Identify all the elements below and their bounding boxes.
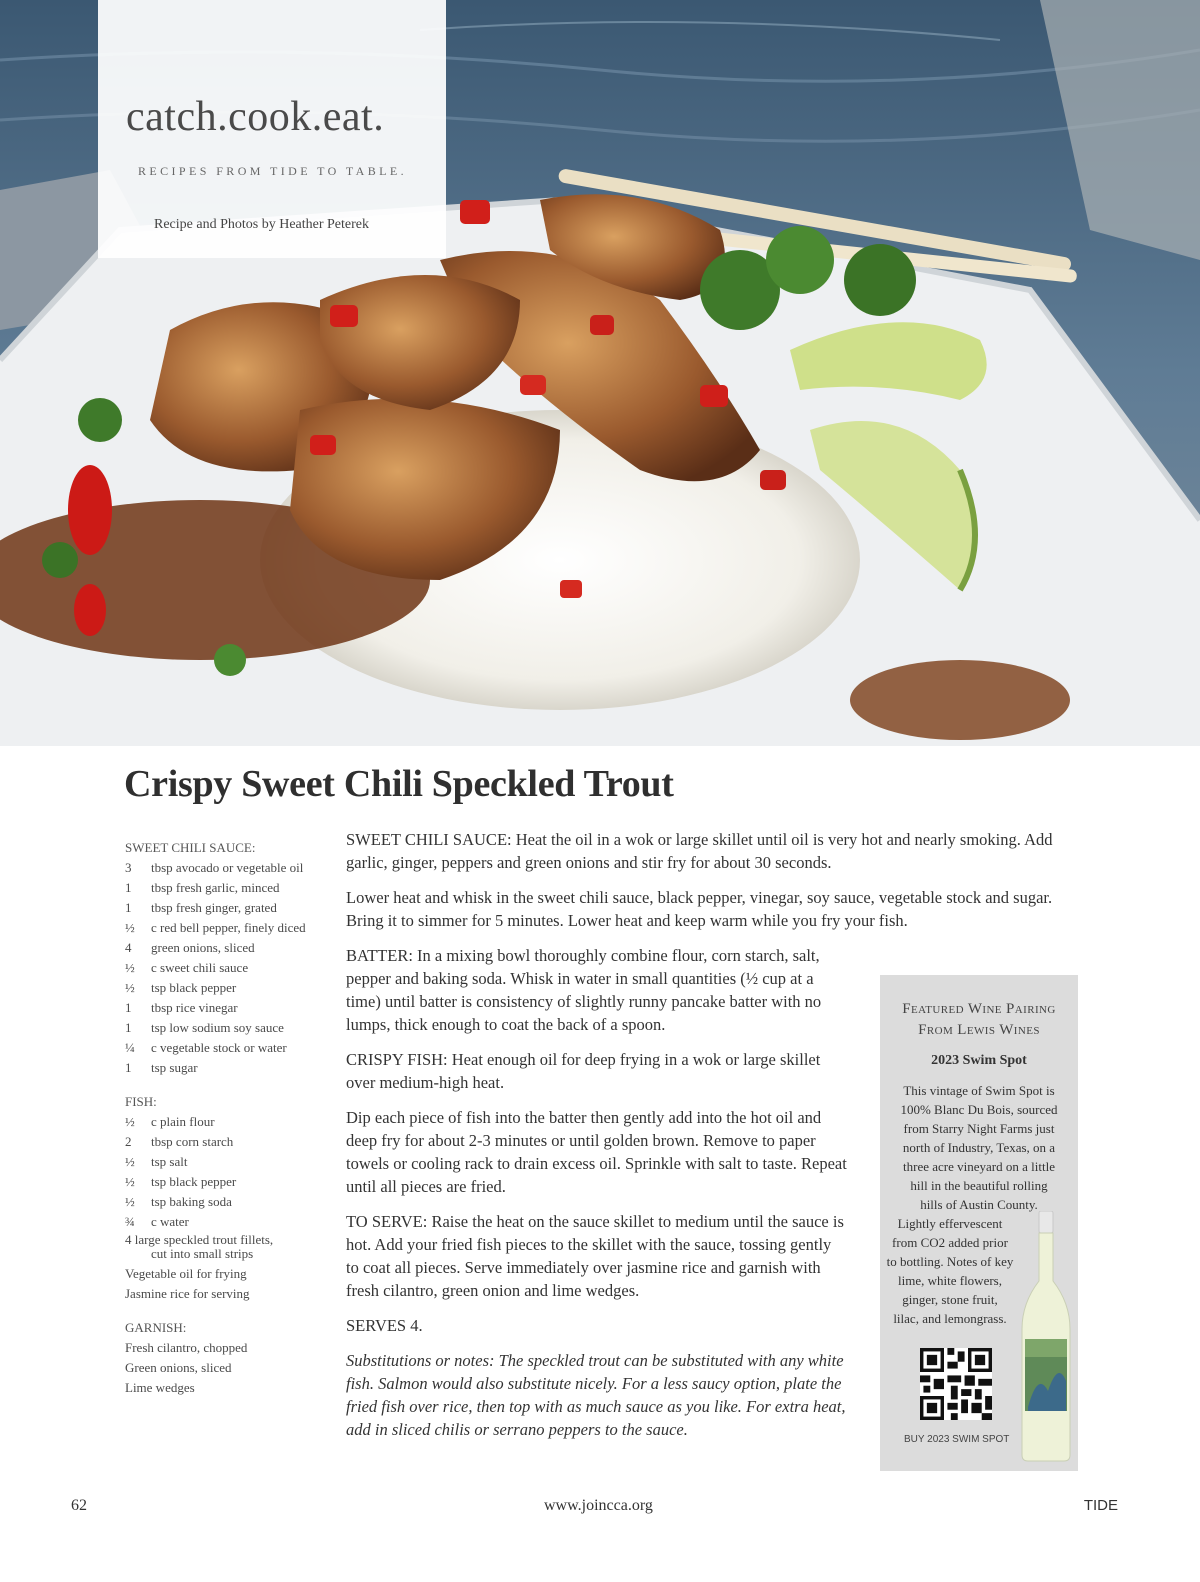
ingredient-item: ½ c red bell pepper, finely diced [125, 920, 306, 935]
ingredient-item: 1 tsp low sodium soy sauce [125, 1020, 284, 1035]
ingredient-item: Jasmine rice for serving [125, 1286, 250, 1301]
ingredient-item: ½ tsp baking soda [125, 1194, 232, 1209]
wine-heading: Featured Wine Pairing From Lewis Wines [902, 1001, 1056, 1038]
step-sauce-simmer: Lower heat and whisk in the sweet chili sauce, black pepper, vinegar, soy sauce, vegetable stock and sugar. Bring it to simmer for 5 minutes. Lower heat and keep warm while you fry your fish. [346, 888, 1053, 930]
wine-pairing-sidebar [880, 975, 1078, 1471]
column-tagline: RECIPES FROM TIDE TO TABLE. [138, 164, 407, 178]
ingredient-item: 2 tbsp corn starch [125, 1134, 234, 1149]
magazine-name: TIDE [1083, 1497, 1118, 1514]
serves-count: SERVES 4. [346, 1316, 423, 1335]
ingredient-item: ½ tsp black pepper [125, 1174, 237, 1189]
wine-name: 2023 Swim Spot [931, 1053, 1027, 1068]
step-dip-fry: Dip each piece of fish into the batter then gently add into the hot oil and deep fry for about 2-3 minutes or until golden brown. Remove to paper towels or cooling rack to drain excess oil. Sprinkle with salt to taste. Repeat until all pieces are fried. [346, 1108, 847, 1196]
column-brand: catch.cook.eat. [126, 94, 385, 140]
ingredient-item: ½ c plain flour [125, 1114, 215, 1129]
qr-code-icon[interactable] [920, 1348, 992, 1420]
substitution-notes: Substitutions or notes: The speckled trout can be substituted with any white fish. Salmon would also substitute nicely. For a less saucy option, plate the fried fish over rice, then top with as much sauce as you like. For extra heat, add in sliced chilis or serrano peppers to the sauce. [346, 1351, 846, 1439]
ingredient-item: ¾ c water [125, 1214, 189, 1229]
page-number: 62 [71, 1497, 87, 1514]
ingredient-item-trout-cont: cut into small strips [151, 1246, 254, 1261]
ingredient-item: ¼ c vegetable stock or water [125, 1040, 287, 1055]
ingredients-list [125, 838, 337, 1398]
ingredient-item-trout: 4 large speckled trout fillets, [125, 1232, 274, 1247]
footer-url[interactable]: www.joincca.org [544, 1497, 653, 1514]
ingredient-item: 3 tbsp avocado or vegetable oil [125, 860, 304, 875]
ingredient-item: Green onions, sliced [125, 1360, 232, 1375]
ingredient-item: ½ tsp black pepper [125, 980, 237, 995]
ingredient-item: 4 green onions, sliced [125, 940, 255, 955]
ingredient-item: Fresh cilantro, chopped [125, 1340, 248, 1355]
ingredient-item: ½ tsp salt [125, 1154, 188, 1169]
step-serve: TO SERVE: Raise the heat on the sauce skillet to medium until the sauce is hot. Add your fried fish pieces to the skillet with the sauce, tossing gently to coat all pieces. Serve immediately over jasmine rice and garnish with fresh cilantro, green onion and lime wedges. [346, 1212, 844, 1300]
ingredient-item: 1 tbsp rice vinegar [125, 1000, 238, 1015]
ingredient-item: Lime wedges [125, 1380, 195, 1395]
wine-description: This vintage of Swim Spot is 100% Blanc Du Bois, sourced from Starry Night Farms just north of Industry, Texas, on a three acre vineyard on a little hill in the beautiful rolling hills of Austin County. Lightly effervescent from CO2 added prior to bottling. Notes of key lime, white flowers, ginger, stone fruit, lilac, and lemongrass. [886, 1083, 1058, 1326]
recipe-byline: Recipe and Photos by Heather Peterek [154, 217, 369, 232]
wine-bottle-icon [1020, 1211, 1072, 1463]
ingredient-item: 1 tbsp fresh garlic, minced [125, 880, 280, 895]
step-crispy-fish: CRISPY FISH: Heat enough oil for deep frying in a wok or large skillet over medium-high heat. [346, 1050, 821, 1092]
step-sauce: SWEET CHILI SAUCE: Heat the oil in a wok or large skillet until oil is very hot and nearly smoking. Add garlic, ginger, peppers and green onions and stir fry for about 30 seconds. [346, 830, 1053, 872]
ingredient-item: 1 tsp sugar [125, 1060, 198, 1075]
ingredient-heading-garnish: GARNISH: [125, 1320, 187, 1335]
ingredient-item: ½ c sweet chili sauce [125, 960, 249, 975]
ingredient-item: Vegetable oil for frying [125, 1266, 247, 1281]
ingredient-heading-sauce: SWEET CHILI SAUCE: [125, 840, 256, 855]
hero-photo [0, 0, 1200, 746]
masthead-box [98, 0, 446, 258]
ingredient-heading-fish: FISH: [125, 1094, 157, 1109]
buy-wine-link[interactable]: BUY 2023 SWIM SPOT [904, 1434, 1010, 1445]
recipe-title: Crispy Sweet Chili Speckled Trout [124, 763, 674, 805]
step-batter: BATTER: In a mixing bowl thoroughly combine flour, corn starch, salt, pepper and baking soda. Whisk in water in small quantities (½ cup at a time) until batter is consistency of slightly runny pancake batter with no lumps, thick enough to coat the back of a spoon. [346, 946, 822, 1034]
ingredient-item: 1 tbsp fresh ginger, grated [125, 900, 277, 915]
